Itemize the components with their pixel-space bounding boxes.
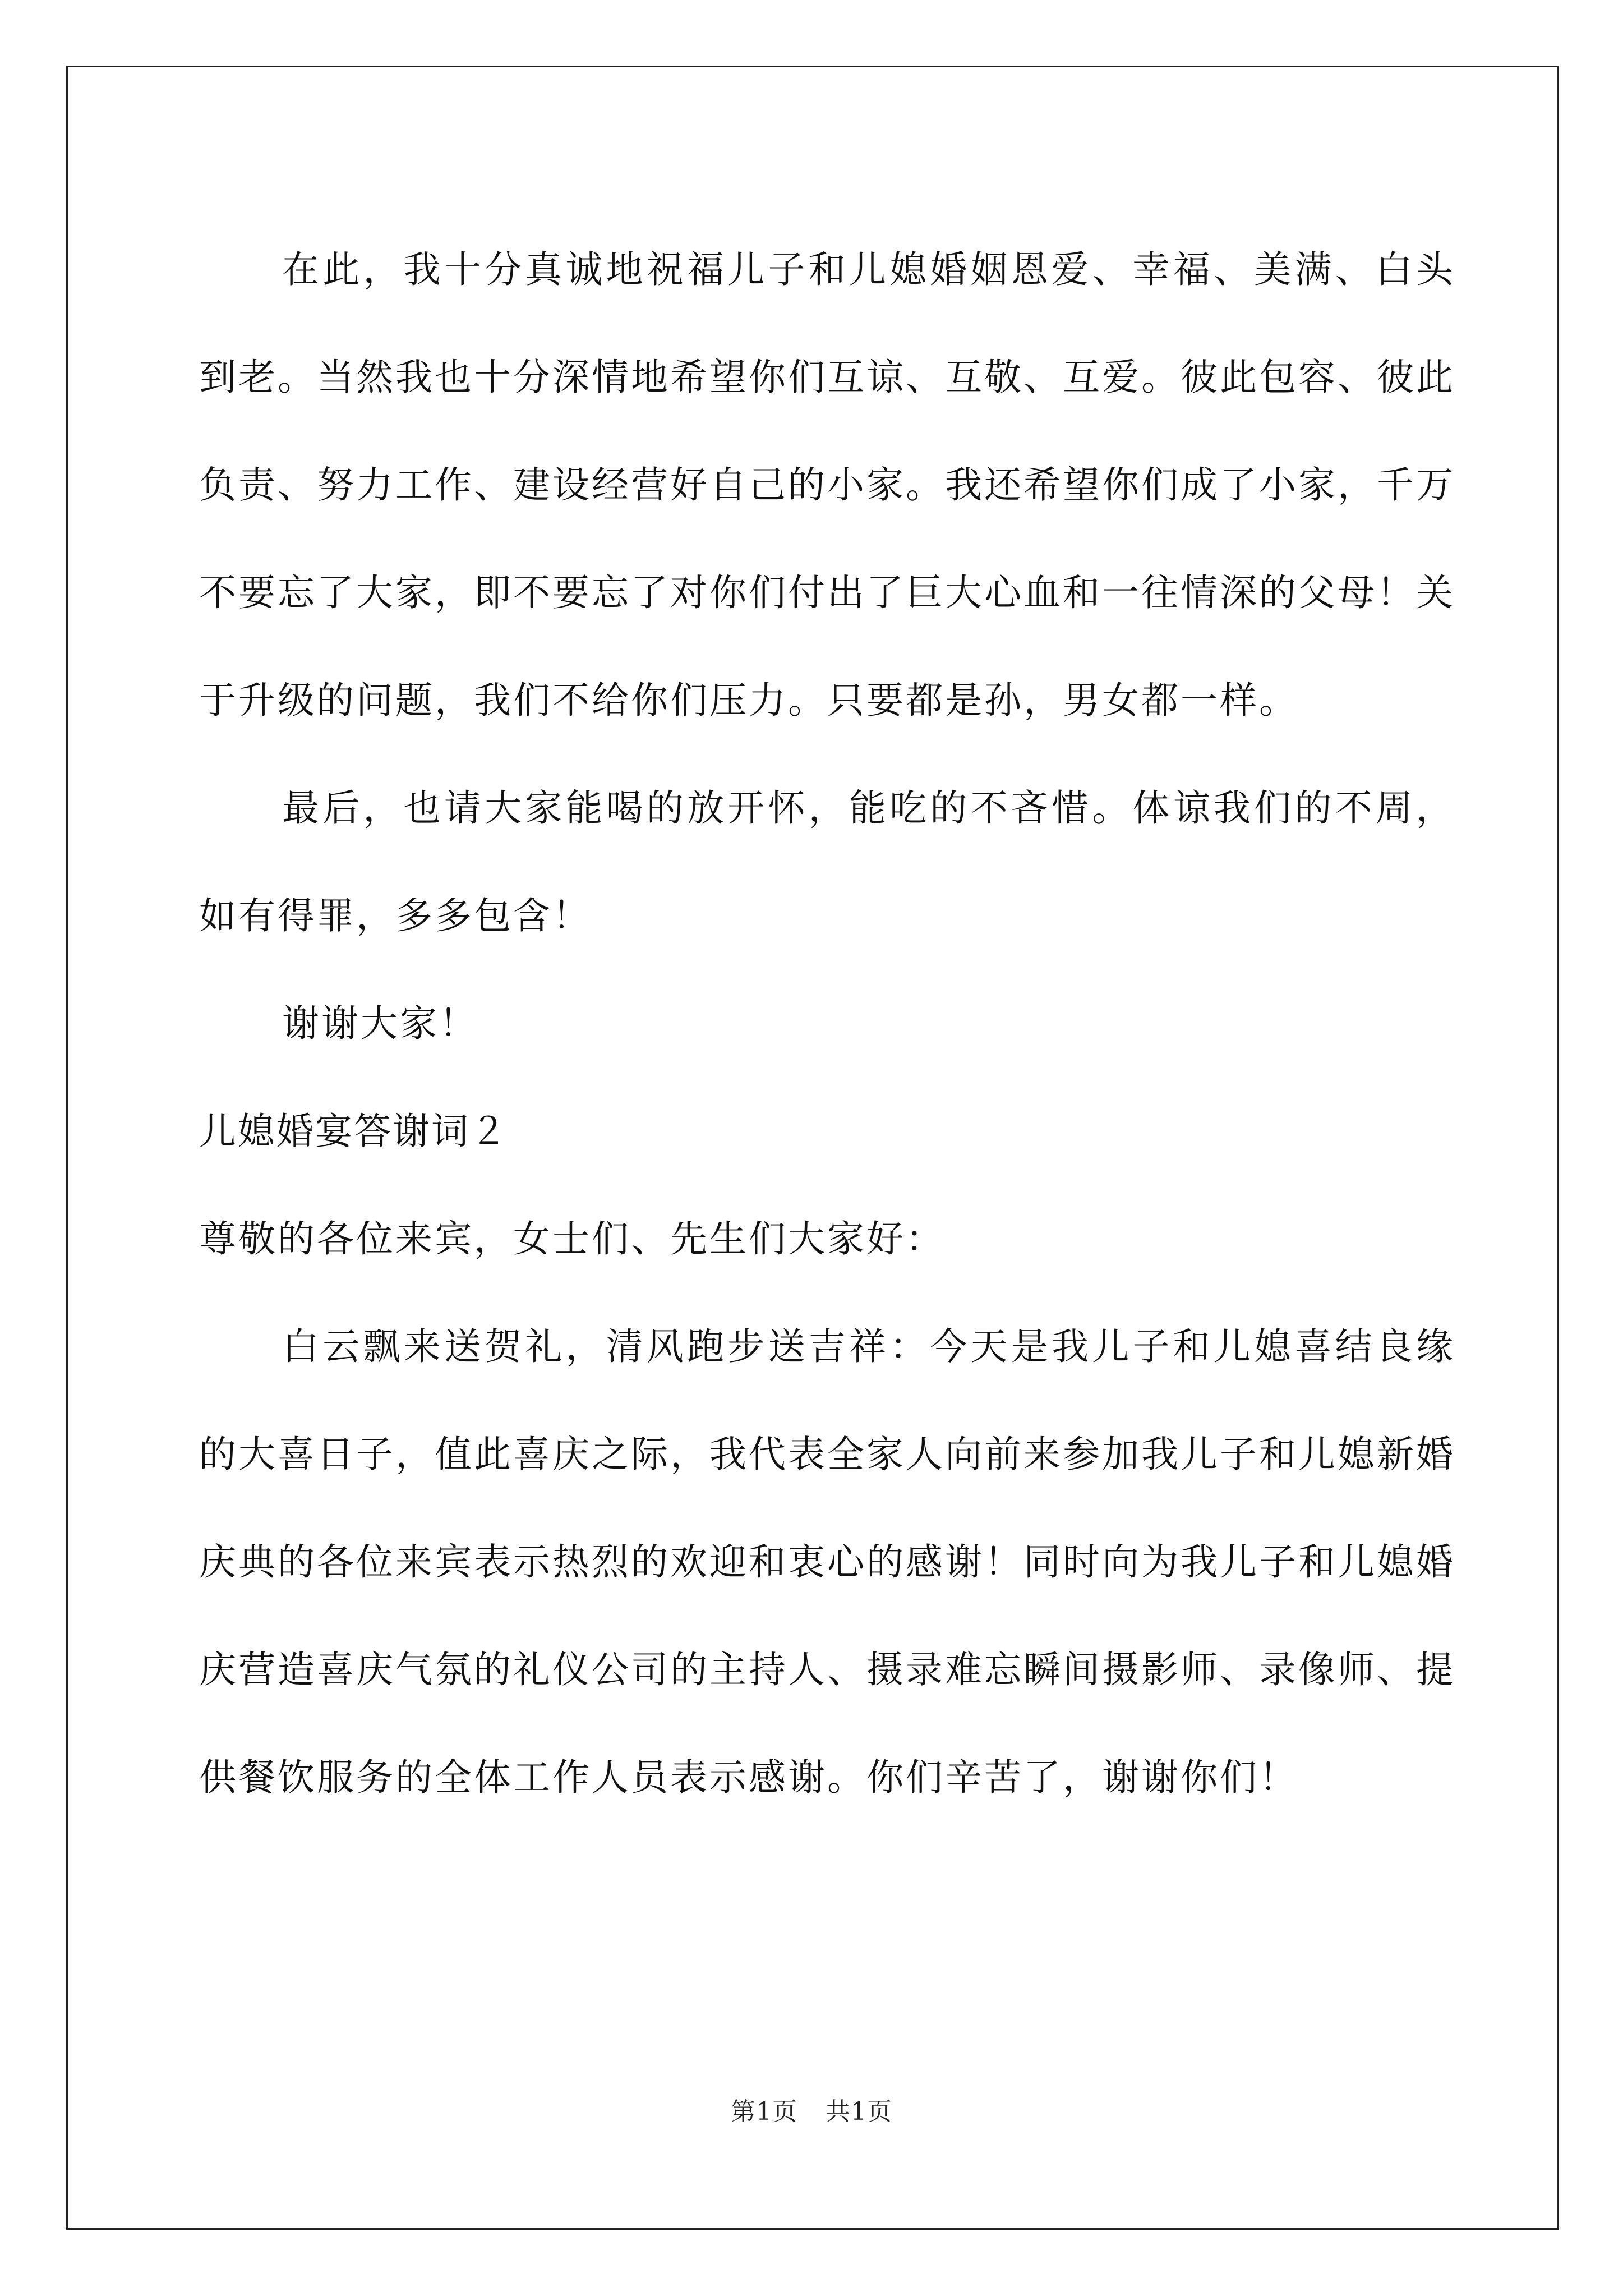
page-footer: [0, 2091, 1623, 2127]
section-heading: 儿媳婚宴答谢词２: [199, 1110, 509, 1153]
paragraph-speech: 白云飘来送贺礼，清风跑步送吉祥：今天是我儿子和儿媳喜结良缘的大喜日子，值此喜庆之际，我代表全家人向前来参加我儿子和儿媳新婚庆典的各位来宾表示热烈的欢迎和衷心的感谢！同时向为我儿子和儿媳婚庆营造喜庆气氛的礼仪公司的主持人、摄录难忘瞬间摄影师、录像师、提供餐饮服务的全体工作人员表示感谢。你们辛苦了，谢谢你们！: [199, 1325, 1455, 1799]
paragraph-thanks: 谢谢大家！: [282, 1002, 478, 1045]
page-total: 共1页: [826, 2097, 892, 2126]
page-number: 第1页: [731, 2097, 797, 2126]
paragraph-closing: 最后，也请大家能喝的放开怀，能吃的不吝惜。体谅我们的不周，如有得罪，多多包含！: [199, 786, 1455, 937]
document-body: [199, 216, 1455, 1832]
paragraph-blessing: 在此，我十分真诚地祝福儿子和儿媳婚姻恩爱、幸福、美满、白头到老。当然我也十分深情地希望你们互谅、互敬、互爱。彼此包容、彼此负责、努力工作、建设经营好自己的小家。我还希望你们成了小家，千万不要忘了大家，即不要忘了对你们付出了巨大心血和一往情深的父母！关于升级的问题，我们不给你们压力。只要都是孙，男女都一样。: [199, 248, 1455, 722]
salutation: 尊敬的各位来宾，女士们、先生们大家好：: [199, 1217, 945, 1260]
